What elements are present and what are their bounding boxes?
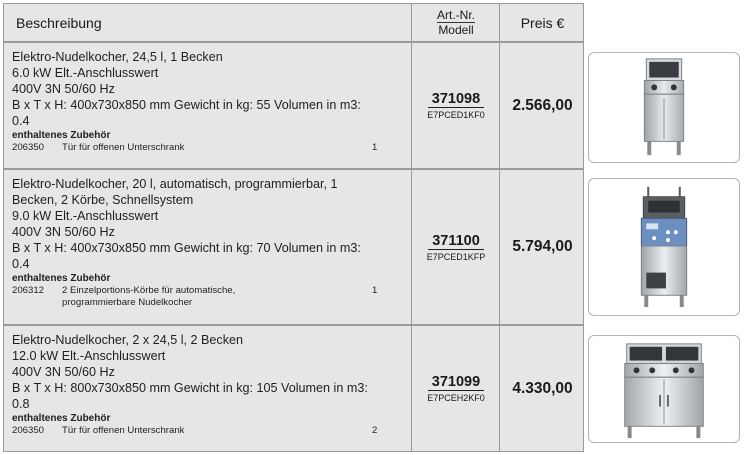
accessory-text: Tür für offenen Unterschrank [62, 425, 185, 436]
header-description: Beschreibung [16, 14, 102, 31]
accessory-title: enthaltenes Zubehör [12, 413, 111, 424]
accessory-qty: 1 [372, 142, 378, 153]
product-description [12, 49, 407, 154]
table-row [3, 325, 584, 452]
desc-line: 0.8 [12, 397, 30, 411]
accessory-code: 206350 [12, 142, 45, 153]
desc-line: B x T x H: 800x730x850 mm Gewicht in kg: 105 Volumen in m3: [12, 381, 368, 395]
single-pasta-cooker-icon [589, 53, 739, 162]
product-description [12, 176, 407, 309]
accessory-item [12, 285, 407, 309]
desc-line: Elektro-Nudelkocher, 2 x 24,5 l, 2 Becken [12, 333, 244, 347]
desc-line: Elektro-Nudelkocher, 24,5 l, 1 Becken [12, 50, 223, 64]
accessory-code: 206350 [12, 425, 45, 436]
header-model-label: Modell [438, 23, 474, 37]
desc-line: Elektro-Nudelkocher, 20 l, automatisch, programmierbar, 1 [12, 177, 338, 191]
article-cell [412, 170, 500, 324]
price-table [3, 3, 584, 452]
price: 2.566,00 [512, 96, 573, 114]
desc-line: 12.0 kW Elt.-Anschlusswert [12, 349, 166, 363]
desc-line: 0.4 [12, 114, 30, 128]
article-number: 371098 [428, 91, 484, 108]
article-number: 371100 [428, 233, 484, 250]
table-header [3, 3, 584, 42]
table-row [3, 42, 584, 169]
desc-line: 400V 3N 50/60 Hz [12, 365, 115, 379]
product-image-single-pasta-cooker [588, 52, 740, 163]
accessory-qty: 1 [372, 285, 378, 296]
accessory-item [12, 425, 407, 437]
desc-line: Becken, 2 Körbe, Schnellsystem [12, 193, 194, 207]
accessory-text: 2 Einzelportions-Körbe für automatische, programmierbare Nudelkocher [62, 285, 236, 308]
price: 4.330,00 [512, 379, 573, 397]
table-row [3, 169, 584, 325]
desc-line: 9.0 kW Elt.-Anschlusswert [12, 209, 159, 223]
accessory-title: enthaltenes Zubehör [12, 130, 111, 141]
desc-line: 0.4 [12, 257, 30, 271]
article-cell [412, 326, 500, 451]
product-description [12, 332, 407, 437]
accessory-qty: 2 [372, 425, 378, 436]
header-article-model [412, 4, 500, 41]
desc-line: 6.0 kW Elt.-Anschlusswert [12, 66, 159, 80]
automatic-pasta-cooker-icon [589, 179, 739, 315]
article-cell [412, 43, 500, 168]
desc-line: 400V 3N 50/60 Hz [12, 82, 115, 96]
header-article-label: Art.-Nr. [437, 8, 475, 22]
model-code: E7PCED1KFP [426, 251, 486, 262]
price: 5.794,00 [512, 238, 573, 255]
product-image-automatic-pasta-cooker [588, 178, 740, 316]
accessory-code: 206312 [12, 285, 45, 296]
double-pasta-cooker-icon [589, 336, 739, 442]
desc-line: B x T x H: 400x730x850 mm Gewicht in kg: 55 Volumen in m3: [12, 98, 361, 112]
product-image-double-pasta-cooker [588, 335, 740, 443]
accessory-title: enthaltenes Zubehör [12, 273, 111, 284]
accessory-item [12, 142, 407, 154]
article-number: 371099 [428, 374, 484, 391]
model-code: E7PCED1KF0 [427, 110, 485, 120]
header-price: Preis € [520, 14, 565, 31]
model-code: E7PCEH2KF0 [427, 393, 485, 403]
desc-line: 400V 3N 50/60 Hz [12, 225, 115, 239]
desc-line: B x T x H: 400x730x850 mm Gewicht in kg: 70 Volumen in m3: [12, 241, 361, 255]
accessory-text: Tür für offenen Unterschrank [62, 142, 185, 153]
